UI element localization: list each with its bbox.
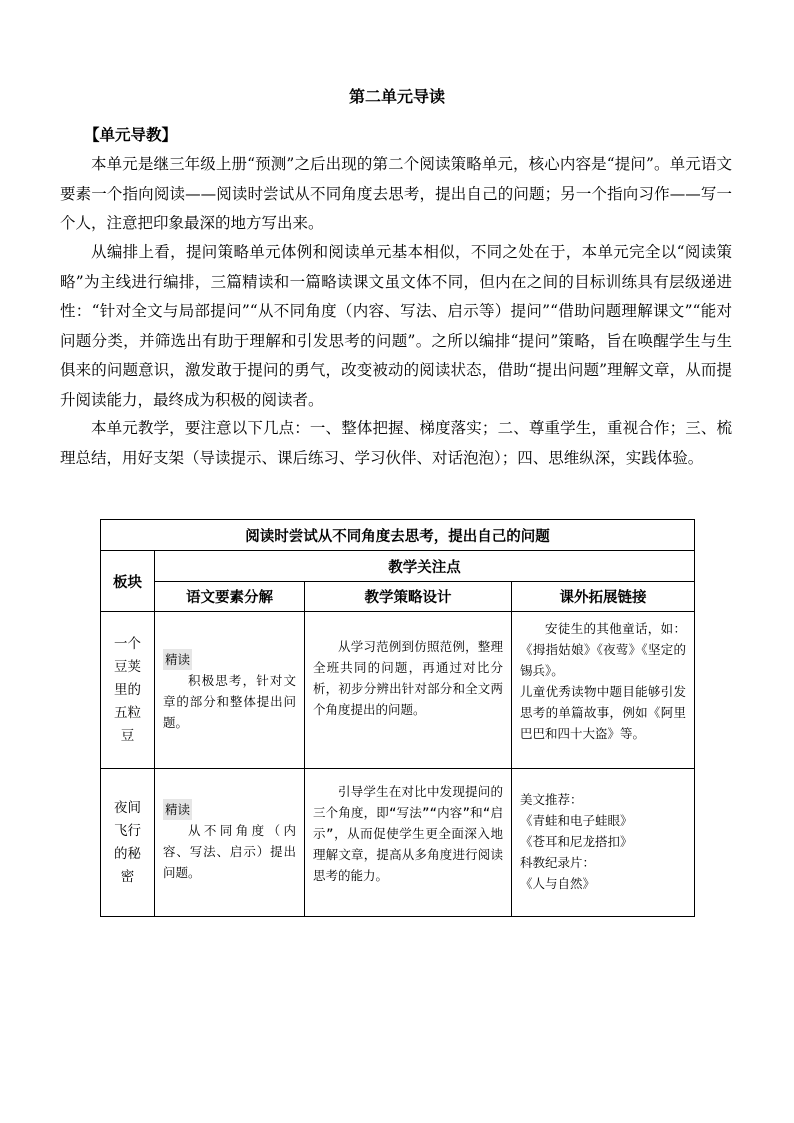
strategy-text: 从学习范例到仿照范例，整理全班共同的问题，再通过对比分析，初步分辨出针对部分和全文两个角度提出的问题。	[313, 639, 503, 717]
elements-text: 从不同角度（内容、写法、启示）提出问题。	[163, 823, 296, 880]
elements-cell	[155, 612, 305, 769]
extension-text: 儿童优秀读物中题目能够引发思考的单篇故事，例如《阿里巴巴和四十大盗》等。	[520, 684, 686, 741]
elements-cell	[155, 769, 305, 917]
lesson-name: 夜间 飞行 的秘 密	[101, 769, 155, 917]
extension-text: 美文推荐：	[520, 792, 583, 807]
extension-cell	[512, 612, 695, 769]
extension-text: 科教纪录片：	[520, 855, 596, 870]
table-row	[101, 612, 695, 769]
teaching-points-paragraph: 本单元教学，要注意以下几点：一、整体把握、梯度落实；二、尊重学生，重视合作；三、梳理总结，用好支架（导读提示、课后练习、学习伙伴、对话泡泡）；四、思维纵深，实践体验。	[60, 419, 732, 467]
table-row	[101, 769, 695, 917]
teaching-focus-table	[100, 519, 695, 917]
extension-text: 《苍耳和尼龙搭扣》	[520, 834, 633, 849]
section-heading: 【单元导教】	[84, 126, 178, 144]
lesson-name: 一个 豆荚 里的 五粒 豆	[101, 612, 155, 769]
col-header-strategy: 教学策略设计	[305, 582, 512, 612]
table-title: 阅读时尝试从不同角度去思考，提出自己的问题	[101, 520, 695, 551]
strategy-cell	[305, 612, 512, 769]
strategy-text: 引导学生在对比中发现提问的三个角度，即“写法”“内容”和“启示”，从而促使学生更全面深入地理解文章，提高从多角度进行阅读思考的能力。	[313, 784, 503, 883]
strategy-cell	[305, 769, 512, 917]
col-header-group: 教学关注点	[155, 551, 695, 582]
elements-text: 积极思考，针对文章的部分和整体提出问题。	[163, 673, 296, 730]
extension-text: 《青蛙和电子蛙眼》	[520, 813, 633, 828]
extension-text: 安徒生的其他童话，如：《拇指姑娘》《夜莺》《坚定的锡兵》。	[520, 621, 686, 678]
col-header-block: 板块	[101, 551, 155, 612]
extension-cell	[512, 769, 695, 917]
extension-text: 《人与自然》	[520, 876, 596, 891]
intro-paragraph: 本单元是继三年级上册“预测”之后出现的第二个阅读策略单元，核心内容是“提问”。单元语文要素一个指向阅读——阅读时尝试从不同角度去思考，提出自己的问题；另一个指向习作——写一个人，注意把印象最深的地方写出来。	[60, 155, 732, 232]
reading-type-tag: 精读	[163, 649, 192, 670]
arrangement-paragraph: 从编排上看，提问策略单元体例和阅读单元基本相似，不同之处在于，本单元完全以“阅读策略”为主线进行编排，三篇精读和一篇略读课文虽文体不同，但内在之间的目标训练具有层级递进性：“针对全文与局部提问”“从不同角度（内容、写法、启示等）提问”“借助问题理解课文”“能对问题分类，并筛选出有助于理解和引发思考的问题”。之所以编排“提问”策略，旨在唤醒学生与生俱来的问题意识，激发敢于提问的勇气，改变被动的阅读状态，借助“提出问题”理解文章，从而提升阅读能力，最终成为积极的阅读者。	[60, 243, 732, 409]
reading-type-tag: 精读	[163, 799, 192, 820]
col-header-elements: 语文要素分解	[155, 582, 305, 612]
page-title: 第二单元导读	[348, 87, 445, 106]
col-header-extension: 课外拓展链接	[512, 582, 695, 612]
